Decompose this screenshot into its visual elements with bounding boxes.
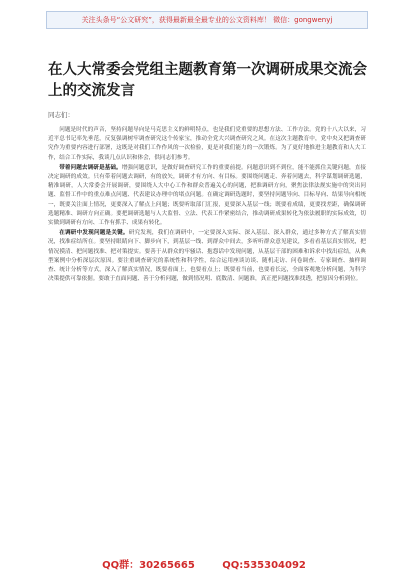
document-body [48,126,366,546]
greeting: 同志们： [48,111,74,119]
paragraph [48,229,366,284]
paragraph [48,164,366,228]
paragraph-text: 增强问题意识，是做好调查研究工作的重要前提。问题意识到不到位，能不能抓住关键问题，直接决定调研的成效。只有带着问题去调研，有的放矢，调研才有方向、有目标。要围绕问题走、奔着问题去，科学谋划调研选题，精准调研，人大常委会开展调研，要围绕人大中心工作和群众普遍关心的问题，把准调研方向，聚焦法律法规实施中的突出问题、监督工作中的重点难点问题、代表建议办理中的堵点问题。在确定调研选题时，要坚持问题导向、目标导向、结果导向相统一，既要关注面上情况，更要深入了解点上问题；既要听取部门汇报，更要深入基层一线；既要看成绩，更要找差距，确保调研选题精准、调研方向正确。要把调研选题与人大监督、立法、代表工作紧密结合，推动调研成果转化为依法履职的实际成效，切实做到调研有方向、工作有抓手、成果有转化。 [48,164,366,227]
qq-text: QQ:535304092 [222,560,306,571]
paragraph-text: 研究发现，我们在调研中，一定要深入实际、深入基层、深入群众，通过多种方式了解真实情况，找准症结所在。要坚持眼睛向下、脚步向下，到基层一线、到群众中间去，多听听群众意见建议，多看看基层真实情况，把情况摸清、把问题找准、把对策提实。要善于从群众的牢骚话、抱怨话中发现问题，从基层干部的困难和诉求中找出症结，从典型案例中分析深层次原因。要注重调查研究的系统性和科学性，综合运用座谈访谈、随机走访、问卷调查、专家调查、抽样调查、统计分析等方式，深入了解真实情况，既要看面上，也要看点上；既要看当前，也要看长远，全面客观地分析问题，为科学决策提供可靠依据。要敢于直面问题、善于分析问题，做到情况明、底数清、问题准，真正把问题找准找透，把原因分析到位。 [48,230,366,283]
paragraph-text: 问题是时代的声音，坚持问题导向是马克思主义的鲜明特点，也是我们党重要的思想方法、工作方法。党的十八大以来，习近平总书记率先垂范，反复强调树牢调查研究这个传家宝，推动全党大兴调查研究之风。在这次主题教育中，党中央又把调查研究作为重要内容进行部署，这既是对我们工作作风的一次检验，更是对我们能力的一次锻炼。为了更好地推进主题教育和人大工作，结合工作实际，我谈几点认识和体会，供同志们参考。 [48,127,366,161]
qq-group-text: QQ群：30265665 [102,560,195,571]
promo-banner[interactable]: 关注头条号“公文研究”，获得最新最全最专业的公文资料库！ 微信：gongwenyj [46,11,368,29]
paragraph-lead: 在调研中发现问题是关键。 [59,230,129,237]
paragraph-lead: 带着问题去调研是基础。 [59,164,122,171]
paragraph [48,126,366,163]
document-title: 在人大常委会党组主题教育第一次调研成果交流会上的交流发言 [48,62,367,99]
footer-contact [0,556,408,571]
